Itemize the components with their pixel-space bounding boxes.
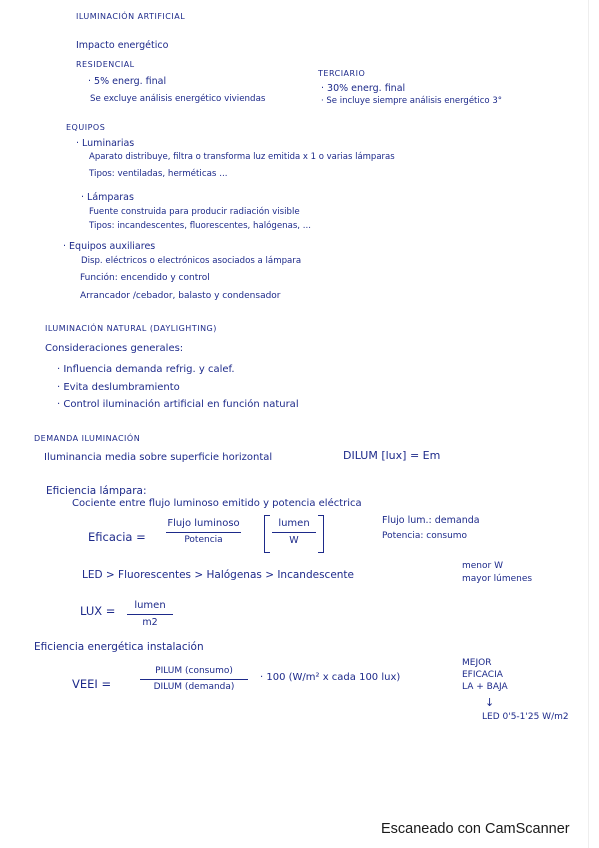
veei-label: VEEI = (72, 677, 112, 691)
subheading-impacto: Impacto energético (76, 40, 169, 51)
lamparas-desc: Fuente construida para producir radiación visible (89, 207, 300, 217)
terciario-line2: · Se incluye siempre análisis energético 3° (321, 96, 502, 106)
veei-fraction (140, 667, 248, 692)
heading-residencial: RESIDENCIAL (76, 60, 135, 69)
heading-equipos: EQUIPOS (66, 123, 106, 132)
auxiliares-desc: Disp. eléctricos o electrónicos asociados a lámpara (81, 256, 302, 266)
equipos-lamparas: · Lámparas (81, 192, 134, 203)
eficiencia-cociente: Cociente entre flujo luminoso emitido y potencia eléctrica (72, 498, 362, 509)
natural-consideraciones: Consideraciones generales: (45, 343, 184, 354)
lamp-ranking: LED > Fluorescentes > Halógenas > Incandescente (82, 569, 355, 581)
heading-eficiencia-lampara: Eficiencia lámpara: (46, 485, 147, 497)
eficacia-numerator: Flujo luminoso (167, 518, 240, 529)
potencia-note: Potencia: consumo (382, 531, 468, 541)
flujo-note: Flujo lum.: demanda (382, 515, 480, 526)
fraction-bar (127, 614, 173, 615)
lux-fraction (127, 601, 173, 628)
terciario-line1: · 30% energ. final (321, 83, 406, 94)
luminarias-tipos: Tipos: ventiladas, herméticas ... (89, 169, 228, 179)
residencial-line1: · 5% energ. final (88, 76, 167, 87)
right-bracket (318, 515, 324, 553)
lamparas-tipos: Tipos: incandescentes, fluorescentes, halógenas, ... (89, 221, 311, 231)
auxiliares-list: Arrancador /cebador, balasto y condensador (80, 291, 281, 301)
eficacia-denominator: Potencia (184, 535, 223, 546)
left-bracket (264, 515, 270, 553)
led-range: LED 0'5-1'25 W/m2 (482, 712, 569, 722)
camscanner-watermark: Escaneado con CamScanner (381, 821, 570, 837)
heading-demanda-iluminacion: DEMANDA ILUMINACIÓN (34, 434, 141, 443)
lux-label: LUX = (80, 604, 116, 618)
demanda-line: Iluminancia media sobre superficie horizontal (44, 452, 273, 463)
veei-rest: · 100 (W/m² x cada 100 lux) (260, 672, 401, 683)
auxiliares-funcion: Función: encendido y control (80, 273, 210, 283)
mejor-label: MEJOR (462, 658, 492, 668)
heading-iluminacion-natural: ILUMINACIÓN NATURAL (DAYLIGHTING) (45, 324, 217, 333)
veei-numerator: PILUM (consumo) (155, 666, 233, 676)
fraction-bar (272, 532, 316, 533)
fraction-bar (140, 679, 248, 680)
fraction-bar (166, 532, 241, 533)
residencial-line2: Se excluye análisis energético viviendas (90, 94, 266, 104)
luminarias-desc: Aparato distribuye, filtra o transforma luz emitida x 1 o varias lámparas (89, 152, 395, 162)
veei-denominator: DILUM (demanda) (153, 682, 235, 693)
baja-label: LA + BAJA (462, 682, 508, 692)
lux-numerator: lumen (134, 600, 166, 611)
unit-fraction (272, 519, 316, 546)
unit-numerator: lumen (278, 518, 310, 529)
eficacia-fraction (166, 519, 241, 545)
section-title-iluminacion-artificial: ILUMINACIÓN ARTIFICIAL (76, 12, 186, 21)
menor-w: menor W (462, 561, 503, 571)
natural-item-3: · Control iluminación artificial en función natural (57, 399, 299, 410)
mayor-lumenes: mayor lúmenes (462, 574, 533, 584)
demanda-formula: DILUM [lux] = Em (343, 449, 441, 462)
equipos-luminarias: · Luminarias (76, 138, 135, 149)
natural-item-2: · Evita deslumbramiento (57, 382, 180, 393)
equipos-auxiliares: · Equipos auxiliares (63, 241, 156, 252)
lux-denominator: m2 (142, 617, 158, 629)
down-arrow-icon: ↓ (485, 696, 495, 709)
page-edge-shadow (588, 0, 589, 848)
natural-item-1: · Influencia demanda refrig. y calef. (57, 364, 235, 375)
eficacia-note: EFICACIA (462, 670, 503, 680)
heading-terciario: TERCIARIO (318, 69, 366, 78)
heading-eficiencia-instalacion: Eficiencia energética instalación (34, 641, 204, 653)
unit-denominator: W (289, 535, 299, 547)
eficacia-label: Eficacia = (88, 530, 146, 544)
